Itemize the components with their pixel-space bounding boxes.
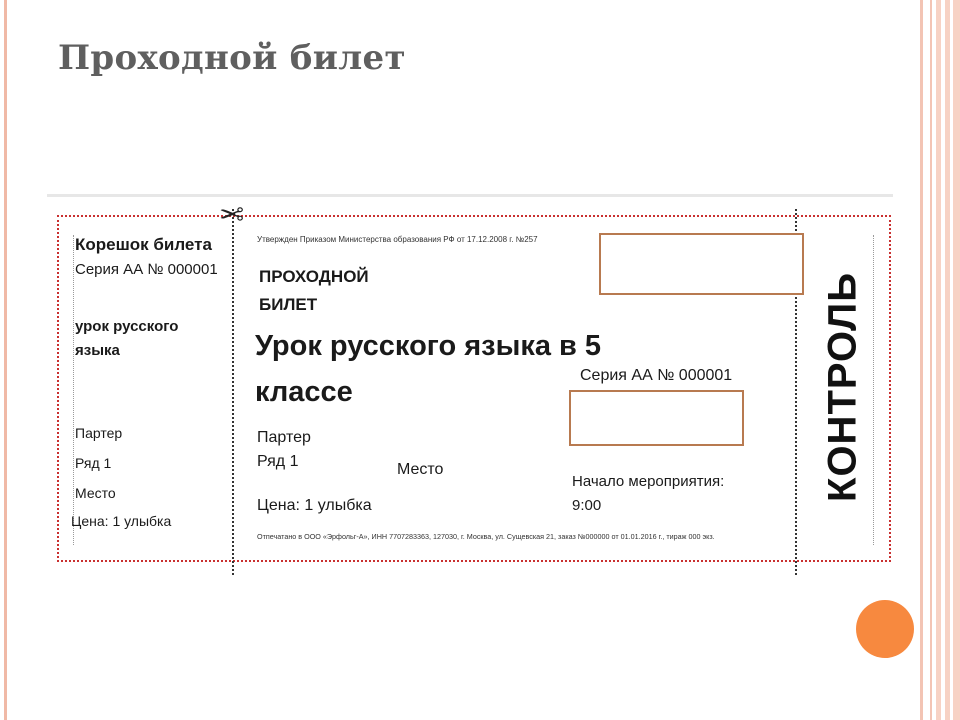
start-label: Начало мероприятия: [572, 473, 725, 490]
stub-cut-line [232, 209, 234, 575]
approved-note: Утвержден Приказом Министерства образования РФ от 17.12.2008 г. №257 [257, 235, 538, 244]
blank-box-top [599, 233, 804, 295]
frame-rule-right-wide [936, 0, 960, 720]
scissors-icon: ✂ [219, 196, 245, 229]
frame-rule-right-gap-1 [941, 0, 945, 720]
stub-price: Цена: 1 улыбка [71, 513, 172, 529]
stub-series: Серия АА № 000001 [75, 261, 218, 278]
main-seat: Место [397, 461, 444, 478]
slide-title: Проходной билет [58, 38, 406, 78]
frame-rule-right-gap-2 [950, 0, 953, 720]
control-label: КОНТРОЛЬ [820, 272, 865, 502]
event-title: Урок русского языка в 5 классе [255, 330, 602, 408]
stub-inner-line [73, 235, 74, 545]
main-series: Серия АА № 000001 [580, 367, 733, 384]
stub-event: урок русского языка [75, 318, 179, 359]
accent-dot [856, 600, 914, 658]
control-section [815, 242, 871, 532]
frame-rule-left [4, 0, 7, 720]
frame-rule-right-1 [920, 0, 923, 720]
stub-sector: Партер [75, 425, 123, 441]
main-price: Цена: 1 улыбка [257, 497, 372, 514]
ticket [47, 194, 893, 573]
main-sector: Партер [257, 429, 311, 446]
blank-box-middle [569, 390, 744, 446]
stub-row: Ряд 1 [75, 455, 112, 471]
control-inner-line [873, 235, 874, 545]
stub-title: Корешок билета [75, 235, 212, 254]
frame-rule-right-2 [930, 0, 932, 720]
start-time: 9:00 [572, 497, 602, 514]
ticket-heading: ПРОХОДНОЙ БИЛЕТ [259, 267, 369, 314]
printed-note: Отпечатано в ООО «Эрфольг-А», ИНН 7707283363, 127030, г. Москва, ул. Сущевская 21, заказ №000000 от 01.01.2016 г., тираж 000 экз. [257, 532, 715, 541]
main-row: Ряд 1 [257, 453, 299, 470]
stub-seat: Место [75, 485, 116, 501]
